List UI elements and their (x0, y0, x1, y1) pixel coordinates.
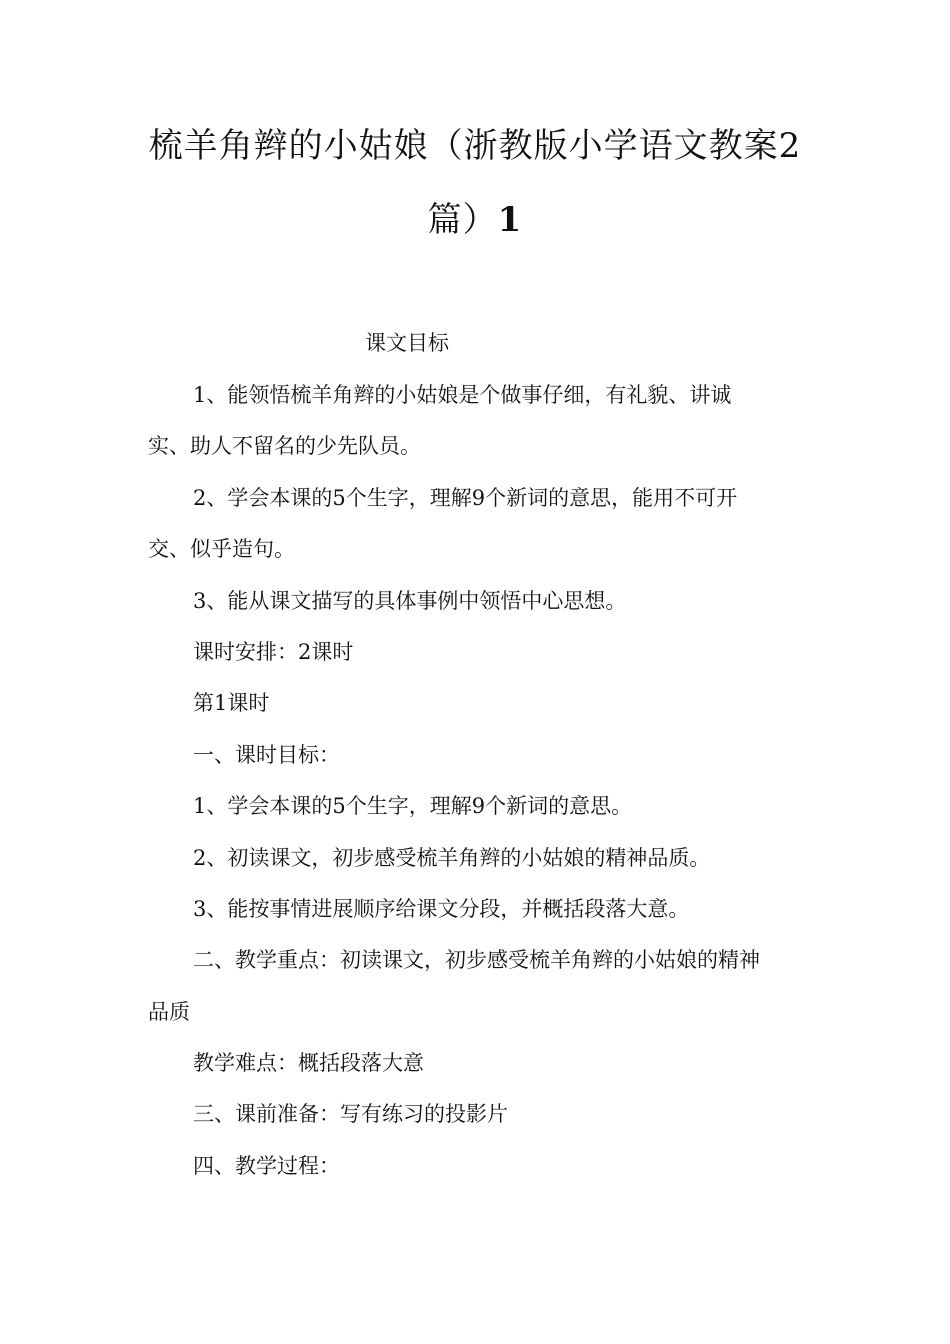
key-point-line-1: 二、教学重点：初读课文，初步感受梳羊角辫的小姑娘的精神 (193, 948, 760, 972)
section-heading: 课文目标 (365, 331, 449, 355)
goal-1-line-1: 1、能领悟梳羊角辫的小姑娘是个做事仔细，有礼貌、讲诚 (193, 383, 732, 407)
document-title-line-1: 梳羊角辫的小姑娘（浙教版小学语文教案2 (148, 126, 802, 166)
goal-3: 3、能从课文描写的具体事例中领悟中心思想。 (193, 589, 627, 613)
lesson-1-heading: 第1课时 (193, 691, 270, 715)
key-point-line-2: 品质 (148, 1000, 190, 1024)
schedule: 课时安排：2课时 (193, 640, 354, 664)
title-suffix-number: 1 (497, 200, 523, 240)
process-heading: 四、教学过程： (193, 1154, 340, 1178)
title-suffix-text: 篇） (427, 200, 498, 240)
goal-2-line-1: 2、学会本课的5个生字，理解9个新词的意思，能用不可开 (193, 486, 738, 510)
objective-1: 1、学会本课的5个生字，理解9个新词的意思。 (193, 794, 633, 818)
difficulty: 教学难点：概括段落大意 (193, 1051, 424, 1075)
objective-3: 3、能按事情进展顺序给课文分段，并概括段落大意。 (193, 897, 690, 921)
objective-2: 2、初读课文，初步感受梳羊角辫的小姑娘的精神品质。 (193, 846, 711, 870)
goal-1-line-2: 实、助人不留名的少先队员。 (148, 434, 421, 458)
goal-2-line-2: 交、似乎造句。 (148, 537, 295, 561)
document-title-line-2 (130, 200, 820, 240)
preparation: 三、课前准备：写有练习的投影片 (193, 1102, 508, 1126)
section-1-heading: 一、课时目标： (193, 743, 340, 767)
